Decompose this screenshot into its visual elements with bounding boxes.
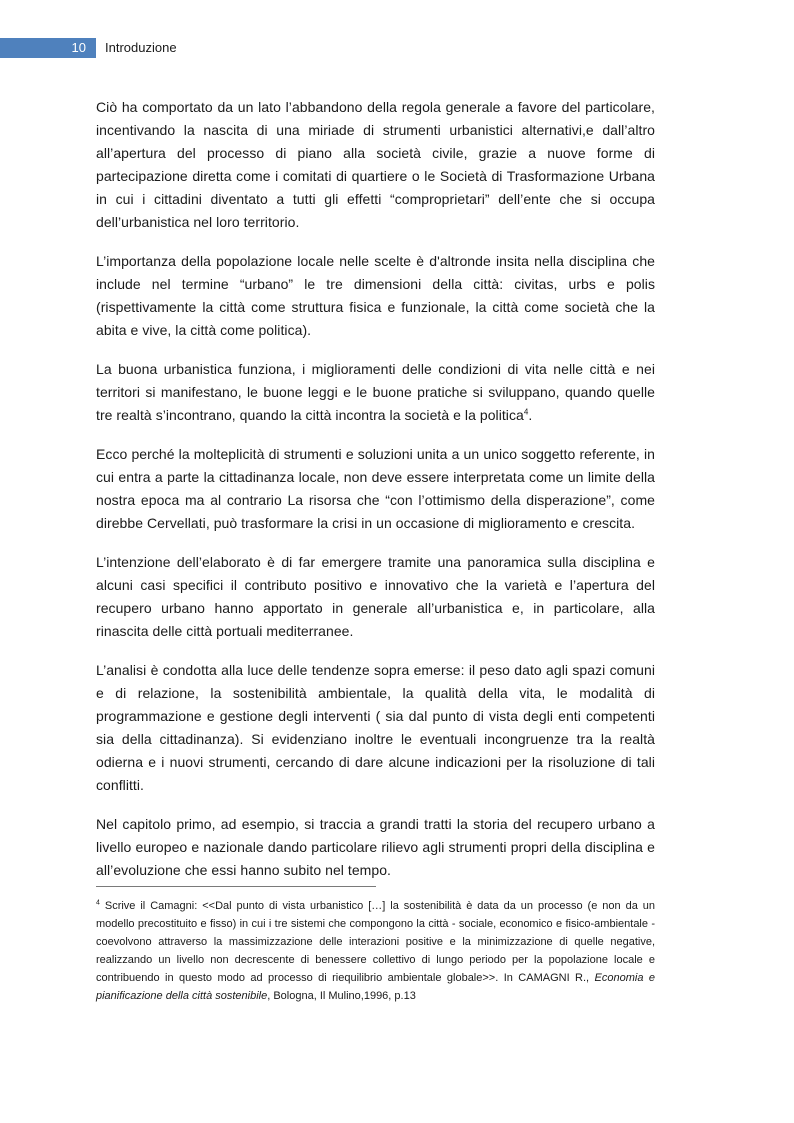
footnote-text-after: , Bologna, Il Mulino,1996, p.13 — [267, 990, 416, 1002]
paragraph-5: L’intenzione dell’elaborato è di far emergere tramite una panoramica sulla disciplina e alcuni casi specifici il contributo positivo e innovativo che la varietà e l’apertura del recupero urbano hanno apportato in generale all’urbanistica e, in particolare, alla rinascita delle città portuali mediterranee. — [96, 554, 655, 639]
paragraph-3-tail: . — [528, 407, 533, 423]
footnote — [96, 897, 655, 1005]
page-header — [0, 38, 400, 58]
footnote-number: 4 — [96, 899, 100, 907]
footnote-reference[interactable]: 4 — [523, 407, 529, 417]
page-number-tab — [0, 38, 96, 58]
paragraph-2: L’importanza della popolazione locale nelle scelte è d'altronde insita nella disciplina che include nel termine “urbano” le tre dimensioni della città: civitas, urbs e polis (rispettivamente la città come struttura fisica e funzionale, la città come società che la abita e vive, la città come politica). — [96, 253, 655, 338]
paragraph-3-text: La buona urbanistica funziona, i miglioramenti delle condizioni di vita nelle città e nei territori si manifestano, le buone leggi e le buone pratiche si sviluppano, quando quelle tre realtà s’incontrano, quando la città incontra la società e la politica — [96, 361, 655, 423]
paragraph-4: Ecco perché la molteplicità di strumenti e soluzioni unita a un unico soggetto referente, in cui entra a parte la cittadinanza locale, non deve essere interpretata come un limite della nostra epoca ma al contrario La risorsa che “con l’ottimismo della disperazione”, come direbbe Cervellati, può trasformare la crisi in un occasione di miglioramento e crescita. — [96, 446, 655, 531]
paragraph-6: L’analisi è condotta alla luce delle tendenze sopra emerse: il peso dato agli spazi comuni e di relazione, la sostenibilità ambientale, la qualità della vita, le modalità di programmazione e gestione degli interventi ( sia dal punto di vista degli enti competenti sia della cittadinanza). Si evidenziano inoltre le eventuali incongruenze tra la realtà odierna e i nuovi strumenti, cercando di dare alcune indicazioni per la risoluzione di tali conflitti. — [96, 662, 655, 793]
body-text — [96, 96, 655, 898]
page-number: 10 — [71, 40, 86, 55]
footnote-separator — [96, 886, 376, 887]
paragraph-7: Nel capitolo primo, ad esempio, si traccia a grandi tratti la storia del recupero urbano a livello europeo e nazionale dando particolare rilievo agli strumenti propri della disciplina e all’evoluzione che essi hanno subito nel tempo. — [96, 816, 655, 878]
paragraph-3 — [96, 358, 655, 427]
paragraph-1: Ciò ha comportato da un lato l’abbandono della regola generale a favore del particolare, incentivando la nascita di una miriade di strumenti urbanistici alternativi,e dall’altro all’apertura del processo di piano alla società civile, grazie a nuove forme di partecipazione diretta come i comitati di quartiere o le Società di Trasformazione Urbana in cui i cittadini diventato a tutti gli effetti “comproprietari” dell’ente che si occupa dell’urbanistica nel loro territorio. — [96, 99, 655, 230]
chapter-title: Introduzione — [105, 40, 177, 55]
footnote-text-before: Scrive il Camagni: <<Dal punto di vista urbanistico […] la sostenibilità è data da un processo (e non da un modello precostituito e fisso) in cui i tre sistemi che compongono la città - sociale, economico e fisico-ambientale - coevolvono attraverso la massimizzazione delle interazioni positive e la minimizzazione di quelle negative, realizzando un livello non decrescente di benessere collettivo di lungo periodo per la popolazione locale e contribuendo in questo modo ad processo di riequilibrio ambientale globale>>. In CAMAGNI R., — [96, 900, 655, 984]
footnote-book-title: Economia e pianificazione della città sostenibile — [96, 972, 656, 1002]
